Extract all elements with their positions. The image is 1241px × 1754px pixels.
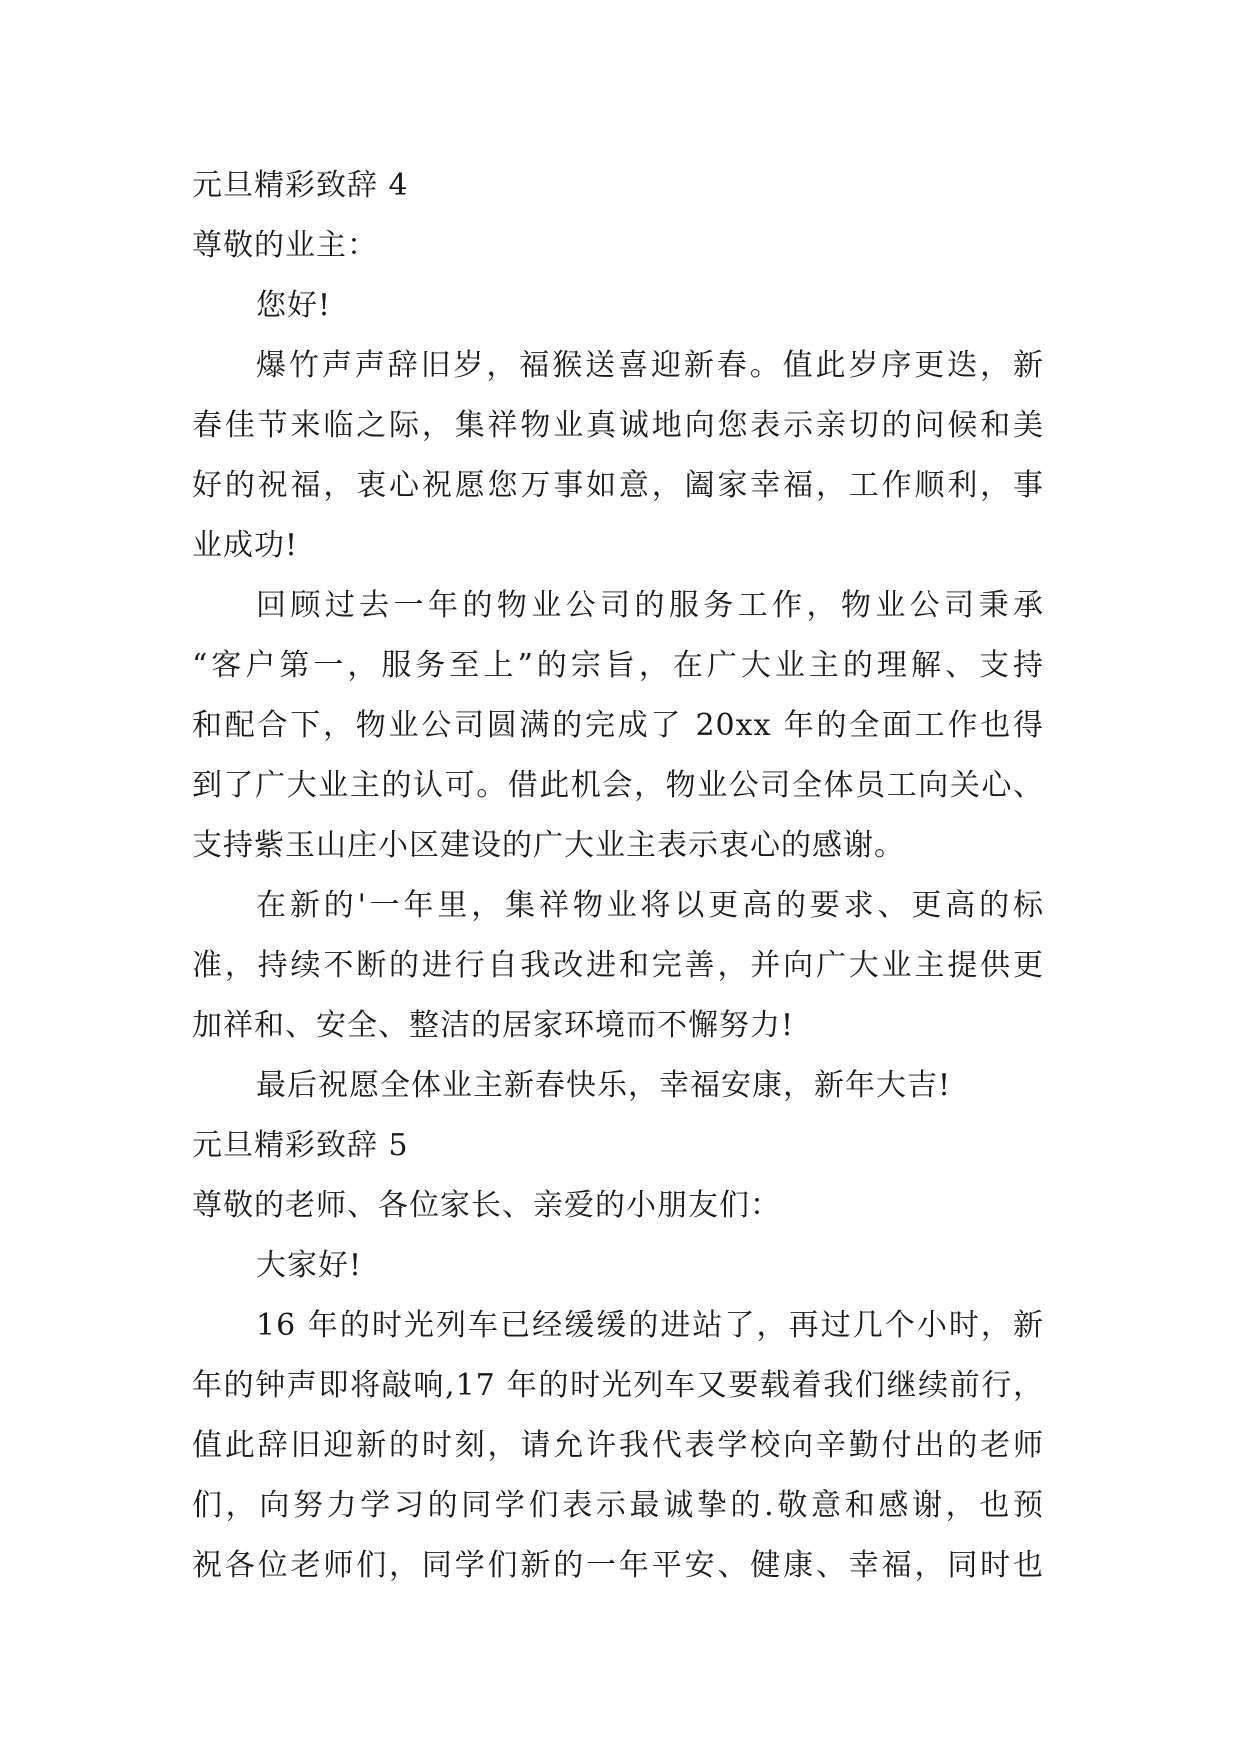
section-4-paragraph-1 — [192, 336, 1044, 576]
section-4-paragraph-3 — [192, 876, 1044, 1056]
section-4-paragraph-4 — [192, 1056, 1044, 1116]
section-4-title: 元旦精彩致辞 4 — [192, 168, 409, 203]
paragraph-line: 值此辞旧迎新的时刻，请允许我代表学校向辛勤付出的老师 — [192, 1428, 1044, 1463]
paragraph-line: 回顾过去一年的物业公司的服务工作，物业公司秉承 — [256, 588, 1044, 623]
section-4-paragraph-2 — [192, 576, 1044, 876]
paragraph-line: 业成功! — [192, 528, 299, 563]
section-5-salutation: 尊敬的老师、各位家长、亲爱的小朋友们： — [192, 1188, 781, 1223]
section-4-greeting: 您好! — [256, 288, 332, 323]
paragraph-line: 到了广大业主的认可。借此机会，物业公司全体员工向关心、 — [192, 768, 1044, 803]
section-5-title: 元旦精彩致辞 5 — [192, 1128, 409, 1163]
paragraph-line: 爆竹声声辞旧岁，福猴送喜迎新春。值此岁序更迭，新 — [256, 348, 1044, 383]
paragraph-line: 在新的'一年里，集祥物业将以更高的要求、更高的标 — [256, 888, 1044, 923]
paragraph-line: 祝各位老师们，同学们新的一年平安、健康、幸福，同时也 — [192, 1548, 1044, 1583]
paragraph-line: 加祥和、安全、整洁的居家环境而不懈努力! — [192, 1008, 795, 1043]
paragraph-line: 16 年的时光列车已经缓缓的进站了，再过几个小时，新 — [256, 1308, 1044, 1343]
paragraph-line: 年的钟声即将敲响,17 年的时光列车又要载着我们继续前行， — [192, 1368, 1044, 1403]
paragraph-line: 准，持续不断的进行自我改进和完善，并向广大业主提供更 — [192, 948, 1044, 983]
paragraph-line: 和配合下，物业公司圆满的完成了 20xx 年的全面工作也得 — [192, 708, 1044, 743]
section-4-salutation: 尊敬的业主： — [192, 228, 378, 263]
paragraph-line: 春佳节来临之际，集祥物业真诚地向您表示亲切的问候和美 — [192, 408, 1044, 443]
paragraph-line: 好的祝福，衷心祝愿您万事如意，阖家幸福，工作顺利，事 — [192, 468, 1044, 503]
document-page — [192, 156, 1044, 1596]
paragraph-line: 最后祝愿全体业主新春快乐，幸福安康，新年大吉! — [256, 1068, 952, 1103]
paragraph-line: 们，向努力学习的同学们表示最诚挚的.敬意和感谢，也预 — [192, 1488, 1044, 1523]
section-5-greeting: 大家好! — [256, 1248, 363, 1283]
section-5-paragraph-1 — [192, 1296, 1044, 1596]
paragraph-line: “客户第一，服务至上”的宗旨，在广大业主的理解、支持 — [192, 648, 1044, 683]
paragraph-line: 支持紫玉山庄小区建设的广大业主表示衷心的感谢。 — [192, 828, 905, 863]
